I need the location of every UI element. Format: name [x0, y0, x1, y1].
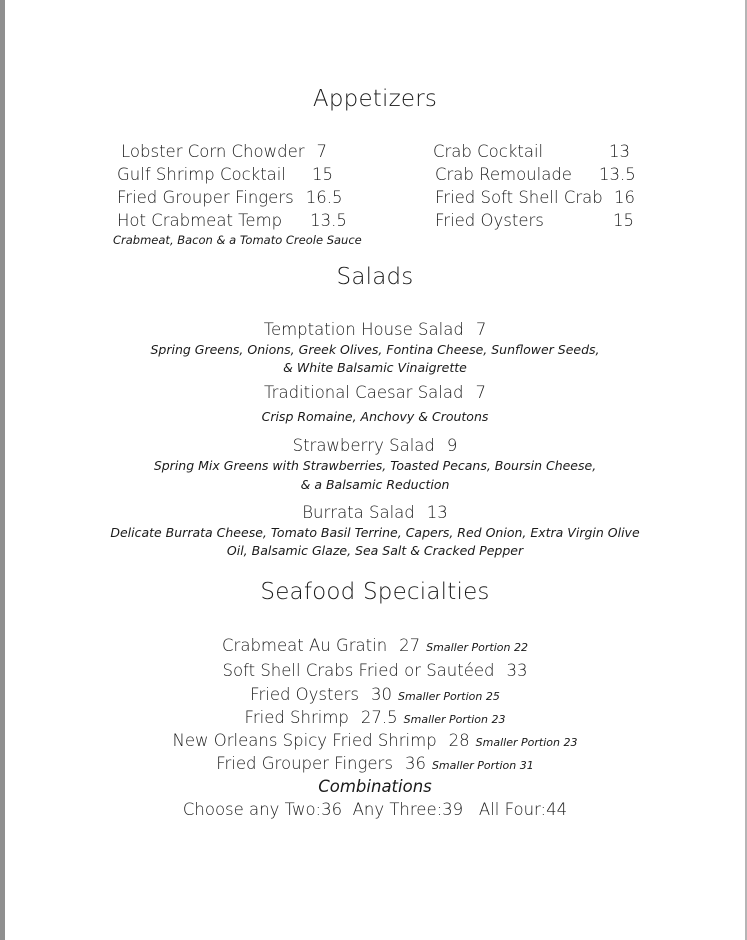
item-name: Gulf Shrimp Cocktail	[117, 165, 286, 184]
item-price: 30	[371, 685, 393, 704]
item-name: Strawberry Salad	[292, 436, 435, 455]
item-price: 27.5	[360, 708, 398, 727]
seafood-item	[5, 754, 745, 773]
salad-item-title	[5, 436, 745, 455]
item-price: 13.5	[599, 165, 636, 184]
appetizers-heading: Appetizers	[312, 86, 438, 112]
item-description: Spring Greens, Onions, Greek Olives, Fontina Cheese, Sunflower Seeds,	[150, 342, 600, 357]
item-description: & White Balsamic Vinaigrette	[283, 360, 467, 375]
item-name: Crabmeat Au Gratin	[222, 636, 388, 655]
item-price: 9	[446, 436, 458, 455]
combinations-heading: Combinations	[318, 777, 432, 796]
item-name: Lobster Corn Chowder	[121, 142, 305, 161]
seafood-item	[5, 685, 745, 704]
item-price: 7	[475, 383, 486, 402]
item-price: 28	[448, 731, 470, 750]
item-name: Soft Shell Crabs Fried or Sautéed	[222, 661, 495, 680]
item-description: Crisp Romaine, Anchovy & Croutons	[261, 409, 489, 424]
item-price: 15	[613, 211, 634, 230]
item-price: 13	[426, 503, 448, 522]
item-price: 36	[404, 754, 426, 773]
salads-heading: Salads	[336, 264, 414, 290]
seafood-item	[5, 731, 745, 750]
item-price: 7	[475, 320, 487, 339]
item-price: 16.5	[305, 188, 343, 207]
item-description: & a Balsamic Reduction	[300, 477, 450, 492]
seafood-heading: Seafood Specialties	[260, 579, 490, 605]
item-price: 33	[506, 661, 528, 680]
item-name: Crab Remoulade	[435, 165, 572, 184]
item-name: New Orleans Spicy Fried Shrimp	[172, 731, 437, 750]
menu-item	[117, 165, 333, 184]
item-price: 13	[609, 142, 630, 161]
seafood-item	[5, 636, 745, 655]
item-price: 7	[316, 142, 328, 161]
seafood-item	[5, 708, 745, 727]
item-description: Oil, Balsamic Glaze, Sea Salt & Cracked Pepper	[226, 543, 524, 558]
smaller-portion: Smaller Portion 23	[403, 713, 506, 726]
item-price: 27	[399, 636, 421, 655]
item-price: 15	[311, 165, 333, 184]
item-name: Fried Oysters	[250, 685, 360, 704]
item-name: Burrata Salad	[302, 503, 415, 522]
item-name: Hot Crabmeat Temp	[117, 211, 283, 230]
item-name: Fried Oysters	[435, 211, 544, 230]
menu-item	[117, 211, 347, 230]
smaller-portion: Smaller Portion 31	[431, 759, 534, 772]
item-name: Fried Grouper Fingers	[117, 188, 294, 207]
item-name: Fried Shrimp	[244, 708, 349, 727]
salad-item-title	[5, 503, 745, 522]
salad-item-title	[5, 320, 745, 339]
item-price: 16	[614, 188, 635, 207]
menu-item	[121, 142, 327, 161]
item-name: Crab Cocktail	[433, 142, 544, 161]
smaller-portion: Smaller Portion 23	[475, 736, 578, 749]
combinations-line: Choose any Two:36 Any Three:39 All Four:44	[182, 800, 568, 819]
item-name: Temptation House Salad	[263, 320, 464, 339]
menu-item	[117, 188, 342, 207]
item-name: Traditional Caesar Salad	[264, 383, 464, 402]
item-name: Fried Soft Shell Crab	[435, 188, 603, 207]
salad-item-title	[5, 383, 745, 402]
item-description: Delicate Burrata Cheese, Tomato Basil Terrine, Capers, Red Onion, Extra Virgin Olive	[110, 525, 640, 540]
item-description: Crabmeat, Bacon & a Tomato Creole Sauce	[113, 233, 362, 247]
item-price: 13.5	[310, 211, 347, 230]
smaller-portion: Smaller Portion 25	[398, 690, 500, 703]
item-name: Fried Grouper Fingers	[216, 754, 393, 773]
item-description: Spring Mix Greens with Strawberries, Toasted Pecans, Boursin Cheese,	[153, 458, 597, 473]
smaller-portion: Smaller Portion 22	[426, 641, 528, 654]
seafood-item	[5, 661, 745, 680]
